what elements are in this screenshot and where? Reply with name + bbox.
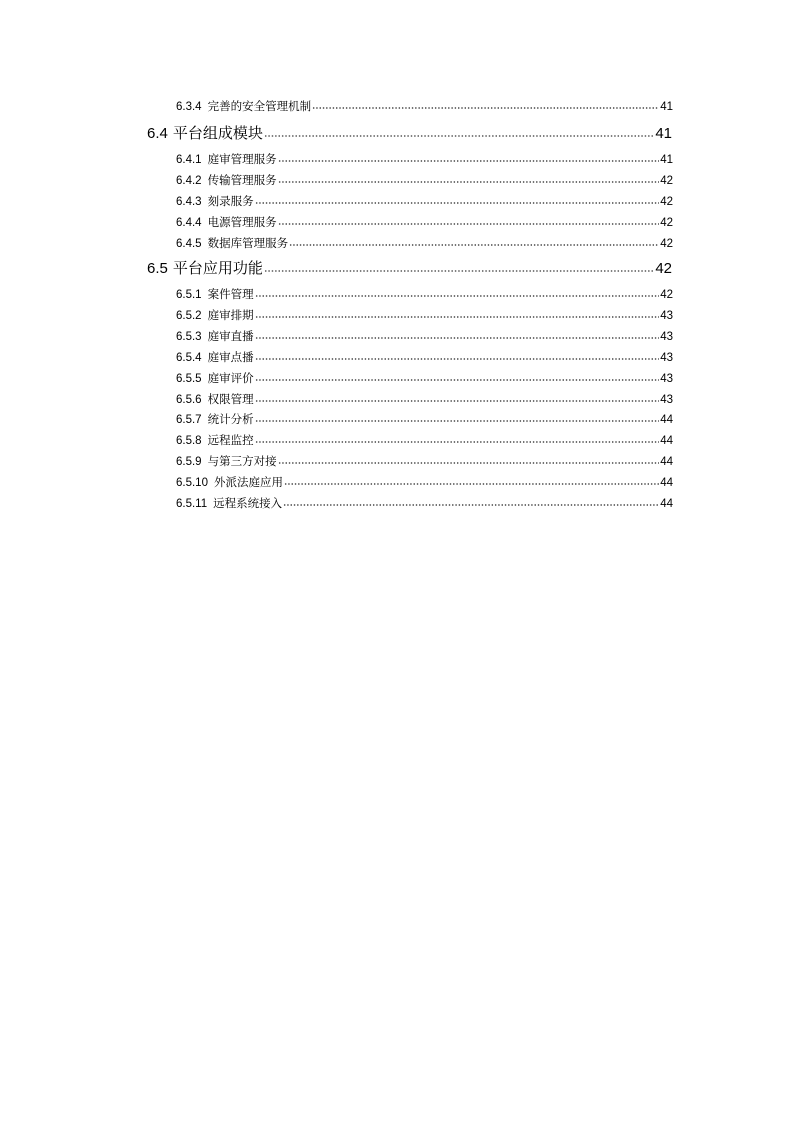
- toc-entry-number: 6.5.3: [176, 331, 202, 343]
- toc-entry-title: 与第三方对接: [207, 454, 277, 468]
- toc-entry-title: 庭审管理服务: [207, 152, 277, 166]
- dot-leader: [312, 98, 659, 109]
- toc-entry-page: 43: [660, 394, 673, 406]
- toc-entry-page: 42: [660, 175, 673, 187]
- toc-entry-page: 41: [655, 125, 672, 142]
- toc-entry-6-5-11[interactable]: [176, 495, 673, 511]
- toc-entry-page: 43: [660, 310, 673, 322]
- toc-entry-number: 6.5.6: [176, 394, 202, 406]
- toc-entry-page: 44: [660, 498, 673, 510]
- toc-entry-page: 41: [660, 101, 673, 113]
- toc-entry-page: 44: [660, 456, 673, 468]
- toc-entry-6-5-3[interactable]: [176, 328, 673, 344]
- dot-leader: [278, 453, 660, 464]
- toc-entry-title: 刻录服务: [207, 194, 254, 208]
- dot-leader: [255, 370, 660, 381]
- dot-leader: [255, 391, 660, 402]
- toc-entry-number: 6.5.5: [176, 373, 202, 385]
- toc-entry-title: 平台应用功能: [172, 259, 263, 277]
- toc-entry-6-5-5[interactable]: [176, 370, 673, 386]
- toc-entry-number: 6.5.4: [176, 352, 202, 364]
- toc-entry-page: 43: [660, 352, 673, 364]
- toc-entry-number: 6.4.1: [176, 154, 202, 166]
- toc-entry-title: 外派法庭应用: [213, 475, 283, 489]
- toc-entry-6-5-9[interactable]: [176, 453, 673, 469]
- toc-entry-6-5-2[interactable]: [176, 307, 673, 323]
- toc-entry-number: 6.5.10: [176, 477, 208, 489]
- dot-leader: [283, 495, 659, 506]
- toc-entry-number: 6.4.3: [176, 196, 202, 208]
- dot-leader: [255, 286, 660, 297]
- toc-entry-6-5-8[interactable]: [176, 432, 673, 448]
- toc-entry-page: 43: [660, 331, 673, 343]
- toc-entry-number: 6.3.4: [176, 101, 202, 113]
- toc-entry-6-5[interactable]: [147, 258, 672, 278]
- toc-entry-title: 庭审直播: [207, 329, 254, 343]
- toc-entry-number: 6.5.7: [176, 414, 202, 426]
- toc-entry-page: 41: [660, 154, 673, 166]
- toc-entry-number: 6.5.11: [176, 498, 208, 510]
- toc-entry-page: 42: [660, 238, 673, 250]
- dot-leader: [255, 307, 660, 318]
- toc-entry-title: 庭审评价: [207, 371, 254, 385]
- toc-entry-6-5-7[interactable]: [176, 411, 673, 427]
- toc-entry-page: 42: [660, 217, 673, 229]
- toc-entry-number: 6.4: [147, 125, 168, 142]
- toc-entry-page: 44: [660, 435, 673, 447]
- dot-leader: [264, 258, 654, 272]
- toc-entry-number: 6.4.2: [176, 175, 202, 187]
- toc-entry-number: 6.4.4: [176, 217, 202, 229]
- toc-entry-number: 6.5.9: [176, 456, 202, 468]
- toc-entry-title: 远程系统接入: [213, 496, 283, 510]
- toc-entry-title: 案件管理: [207, 287, 254, 301]
- toc-entry-6-4[interactable]: [147, 123, 672, 143]
- toc-entry-title: 庭审点播: [207, 350, 254, 364]
- toc-entry-title: 庭审排期: [207, 308, 254, 322]
- toc-entry-page: 42: [655, 260, 672, 277]
- toc-entry-number: 6.5.2: [176, 310, 202, 322]
- dot-leader: [264, 123, 654, 137]
- toc-entry-6-4-3[interactable]: [176, 193, 673, 209]
- toc-entry-title: 权限管理: [207, 392, 254, 406]
- toc-entry-title: 传输管理服务: [207, 173, 277, 187]
- toc-entry-6-4-4[interactable]: [176, 214, 673, 230]
- dot-leader: [255, 328, 660, 339]
- toc-entry-6-5-4[interactable]: [176, 349, 673, 365]
- toc-entry-title: 完善的安全管理机制: [207, 99, 312, 113]
- toc-entry-page: 44: [660, 414, 673, 426]
- dot-leader: [278, 151, 660, 162]
- dot-leader: [255, 349, 660, 360]
- toc-entry-page: 44: [660, 477, 673, 489]
- toc-entry-page: 42: [660, 196, 673, 208]
- dot-leader: [278, 214, 660, 225]
- toc-entry-6-3-4[interactable]: [176, 98, 673, 114]
- toc-entry-6-5-6[interactable]: [176, 391, 673, 407]
- toc-entry-number: 6.5.1: [176, 289, 202, 301]
- toc-entry-6-4-1[interactable]: [176, 151, 673, 167]
- toc-entry-title: 平台组成模块: [172, 124, 263, 142]
- toc-entry-title: 电源管理服务: [207, 215, 277, 229]
- dot-leader: [255, 193, 660, 204]
- dot-leader: [255, 411, 660, 422]
- dot-leader: [278, 172, 660, 183]
- toc-entry-page: 42: [660, 289, 673, 301]
- dot-leader: [255, 432, 660, 443]
- toc-entry-number: 6.4.5: [176, 238, 202, 250]
- toc-entry-6-5-1[interactable]: [176, 286, 673, 302]
- toc-entry-title: 统计分析: [207, 412, 254, 426]
- toc-entry-number: 6.5: [147, 260, 168, 277]
- toc-entry-title: 数据库管理服务: [207, 236, 289, 250]
- toc-entry-6-4-5[interactable]: [176, 235, 673, 251]
- toc-entry-title: 远程监控: [207, 433, 254, 447]
- dot-leader: [289, 235, 659, 246]
- toc-entry-page: 43: [660, 373, 673, 385]
- toc-entry-6-4-2[interactable]: [176, 172, 673, 188]
- toc-entry-6-5-10[interactable]: [176, 474, 673, 490]
- dot-leader: [284, 474, 659, 485]
- toc-entry-number: 6.5.8: [176, 435, 202, 447]
